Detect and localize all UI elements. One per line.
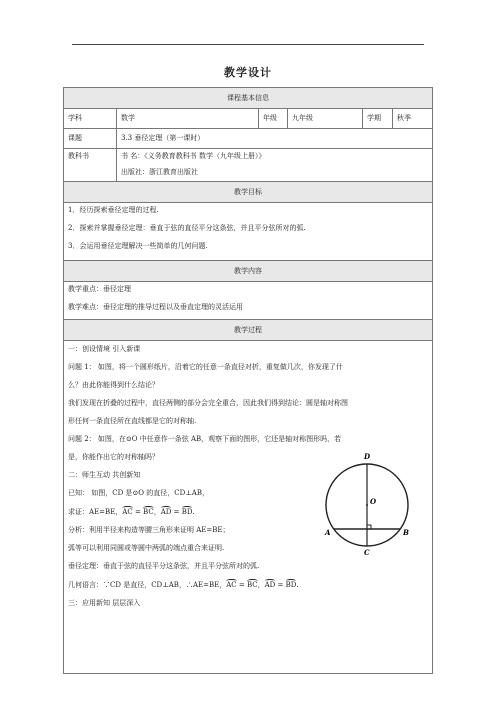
theorem-statement: 垂径定理：垂直于弦的直径平分这条弦，并且平分弦所对的弧. <box>68 562 260 570</box>
info-row-subject <box>64 109 433 129</box>
circle-diagram <box>319 449 419 559</box>
subject-value: 数学 <box>117 109 259 128</box>
question-2-line: 是，你能作出它的对称轴吗？ <box>68 453 159 461</box>
finding-line: 形任何一条直径所在直线都是它的对称轴. <box>68 417 197 425</box>
lesson-table <box>63 87 433 674</box>
arc-bc: BC <box>143 508 154 516</box>
stage-1-heading: 一：创设情境 引入新课 <box>68 345 141 353</box>
document-title: 教学设计 <box>224 66 272 79</box>
question-1-line: 么？由此你能得到什么结论？ <box>68 381 159 389</box>
prove-statement: 求证：AE=BE，AC = BC，AD = BD. <box>68 508 195 516</box>
topic-label: 课题 <box>64 129 117 148</box>
book-name: 书 名：《义务教育教科书 数学（九年级上册）》 <box>121 152 266 160</box>
analysis-line: 弧等可以利用同圆或等圆中两弧的端点重合来证明. <box>68 544 225 552</box>
topic-value: 3.3 垂径定理（第一课时） <box>117 129 433 148</box>
content-row <box>64 282 433 320</box>
arc-bd: BD <box>285 581 297 589</box>
info-row-topic <box>64 129 433 149</box>
objective-item: 3．会运用垂径定理解决一些简单的几何问题. <box>68 242 208 250</box>
section-content: 教学内容 <box>64 261 433 282</box>
grade-label: 年级 <box>259 109 288 128</box>
analysis-line: 分析：利用半径来构造等腰三角形来证明 AE=BE； <box>68 526 230 534</box>
process-row <box>64 341 433 674</box>
arc-ac: AC <box>226 581 237 589</box>
label-a: A <box>325 528 331 537</box>
label-b: B <box>403 528 409 537</box>
term-label: 学期 <box>363 109 393 128</box>
arc-ad: AD <box>264 581 276 589</box>
objectives-row <box>64 203 433 261</box>
arc-ad: AD <box>160 508 172 516</box>
textbook-label: 教科书 <box>64 149 117 181</box>
section-course-info: 课程基本信息 <box>64 88 433 109</box>
term-value: 秋季 <box>393 109 433 128</box>
objective-item: 1．经历探索垂径定理的过程. <box>68 206 159 214</box>
info-row-textbook <box>64 149 433 182</box>
difficult-point: 教学难点：垂径定理的推导过程以及垂直定理的灵活运用 <box>68 303 243 311</box>
known-condition: 已知： 如图，CD 是⊙O 的直径，CD⊥AB， <box>68 489 209 497</box>
key-point: 教学重点：垂径定理 <box>68 285 131 293</box>
arc-bd: BD <box>181 508 193 516</box>
stage-3-heading: 三：应用新知 层层深入 <box>68 599 141 607</box>
arc-ac: AC <box>122 508 133 516</box>
subject-label: 学科 <box>64 109 117 128</box>
grade-value: 九年级 <box>288 109 363 128</box>
arc-bc: BC <box>246 581 258 589</box>
center-point <box>366 504 368 506</box>
label-o: O <box>370 497 377 506</box>
geometric-language: 几何语言：∵CD 是直径，CD⊥AB，∴AE=BE，AC = BC，AD = BD. <box>68 581 299 589</box>
textbook-details <box>117 149 433 181</box>
question-2-line: 问题 2： 如图，在⊙O 中任意作一条弦 AB，观察下面的图形，它还是轴对称图形吗，若 <box>68 435 342 443</box>
finding-line: 我们发现在折叠的过程中，直径两侧的部分会完全重合，因此我们得到结论：圆是轴对称图 <box>68 399 348 407</box>
label-c: C <box>364 548 370 557</box>
header-rule <box>72 44 424 45</box>
section-objectives: 教学目标 <box>64 182 433 203</box>
section-process: 教学过程 <box>64 320 433 341</box>
label-d: D <box>364 452 371 461</box>
stage-2-heading: 二：师生互动 共创新知 <box>68 471 141 479</box>
question-1-line: 问题 1： 如图，将一个圆形纸片，沿着它的任意一条直径对折，重复做几次，你发现了什 <box>68 363 343 371</box>
publisher: 出版社：浙江教育出版社 <box>121 168 198 176</box>
objective-item: 2．探索并掌握垂径定理：垂直于弦的直径平分这条弦，并且平分弦所对的弧. <box>68 224 306 232</box>
